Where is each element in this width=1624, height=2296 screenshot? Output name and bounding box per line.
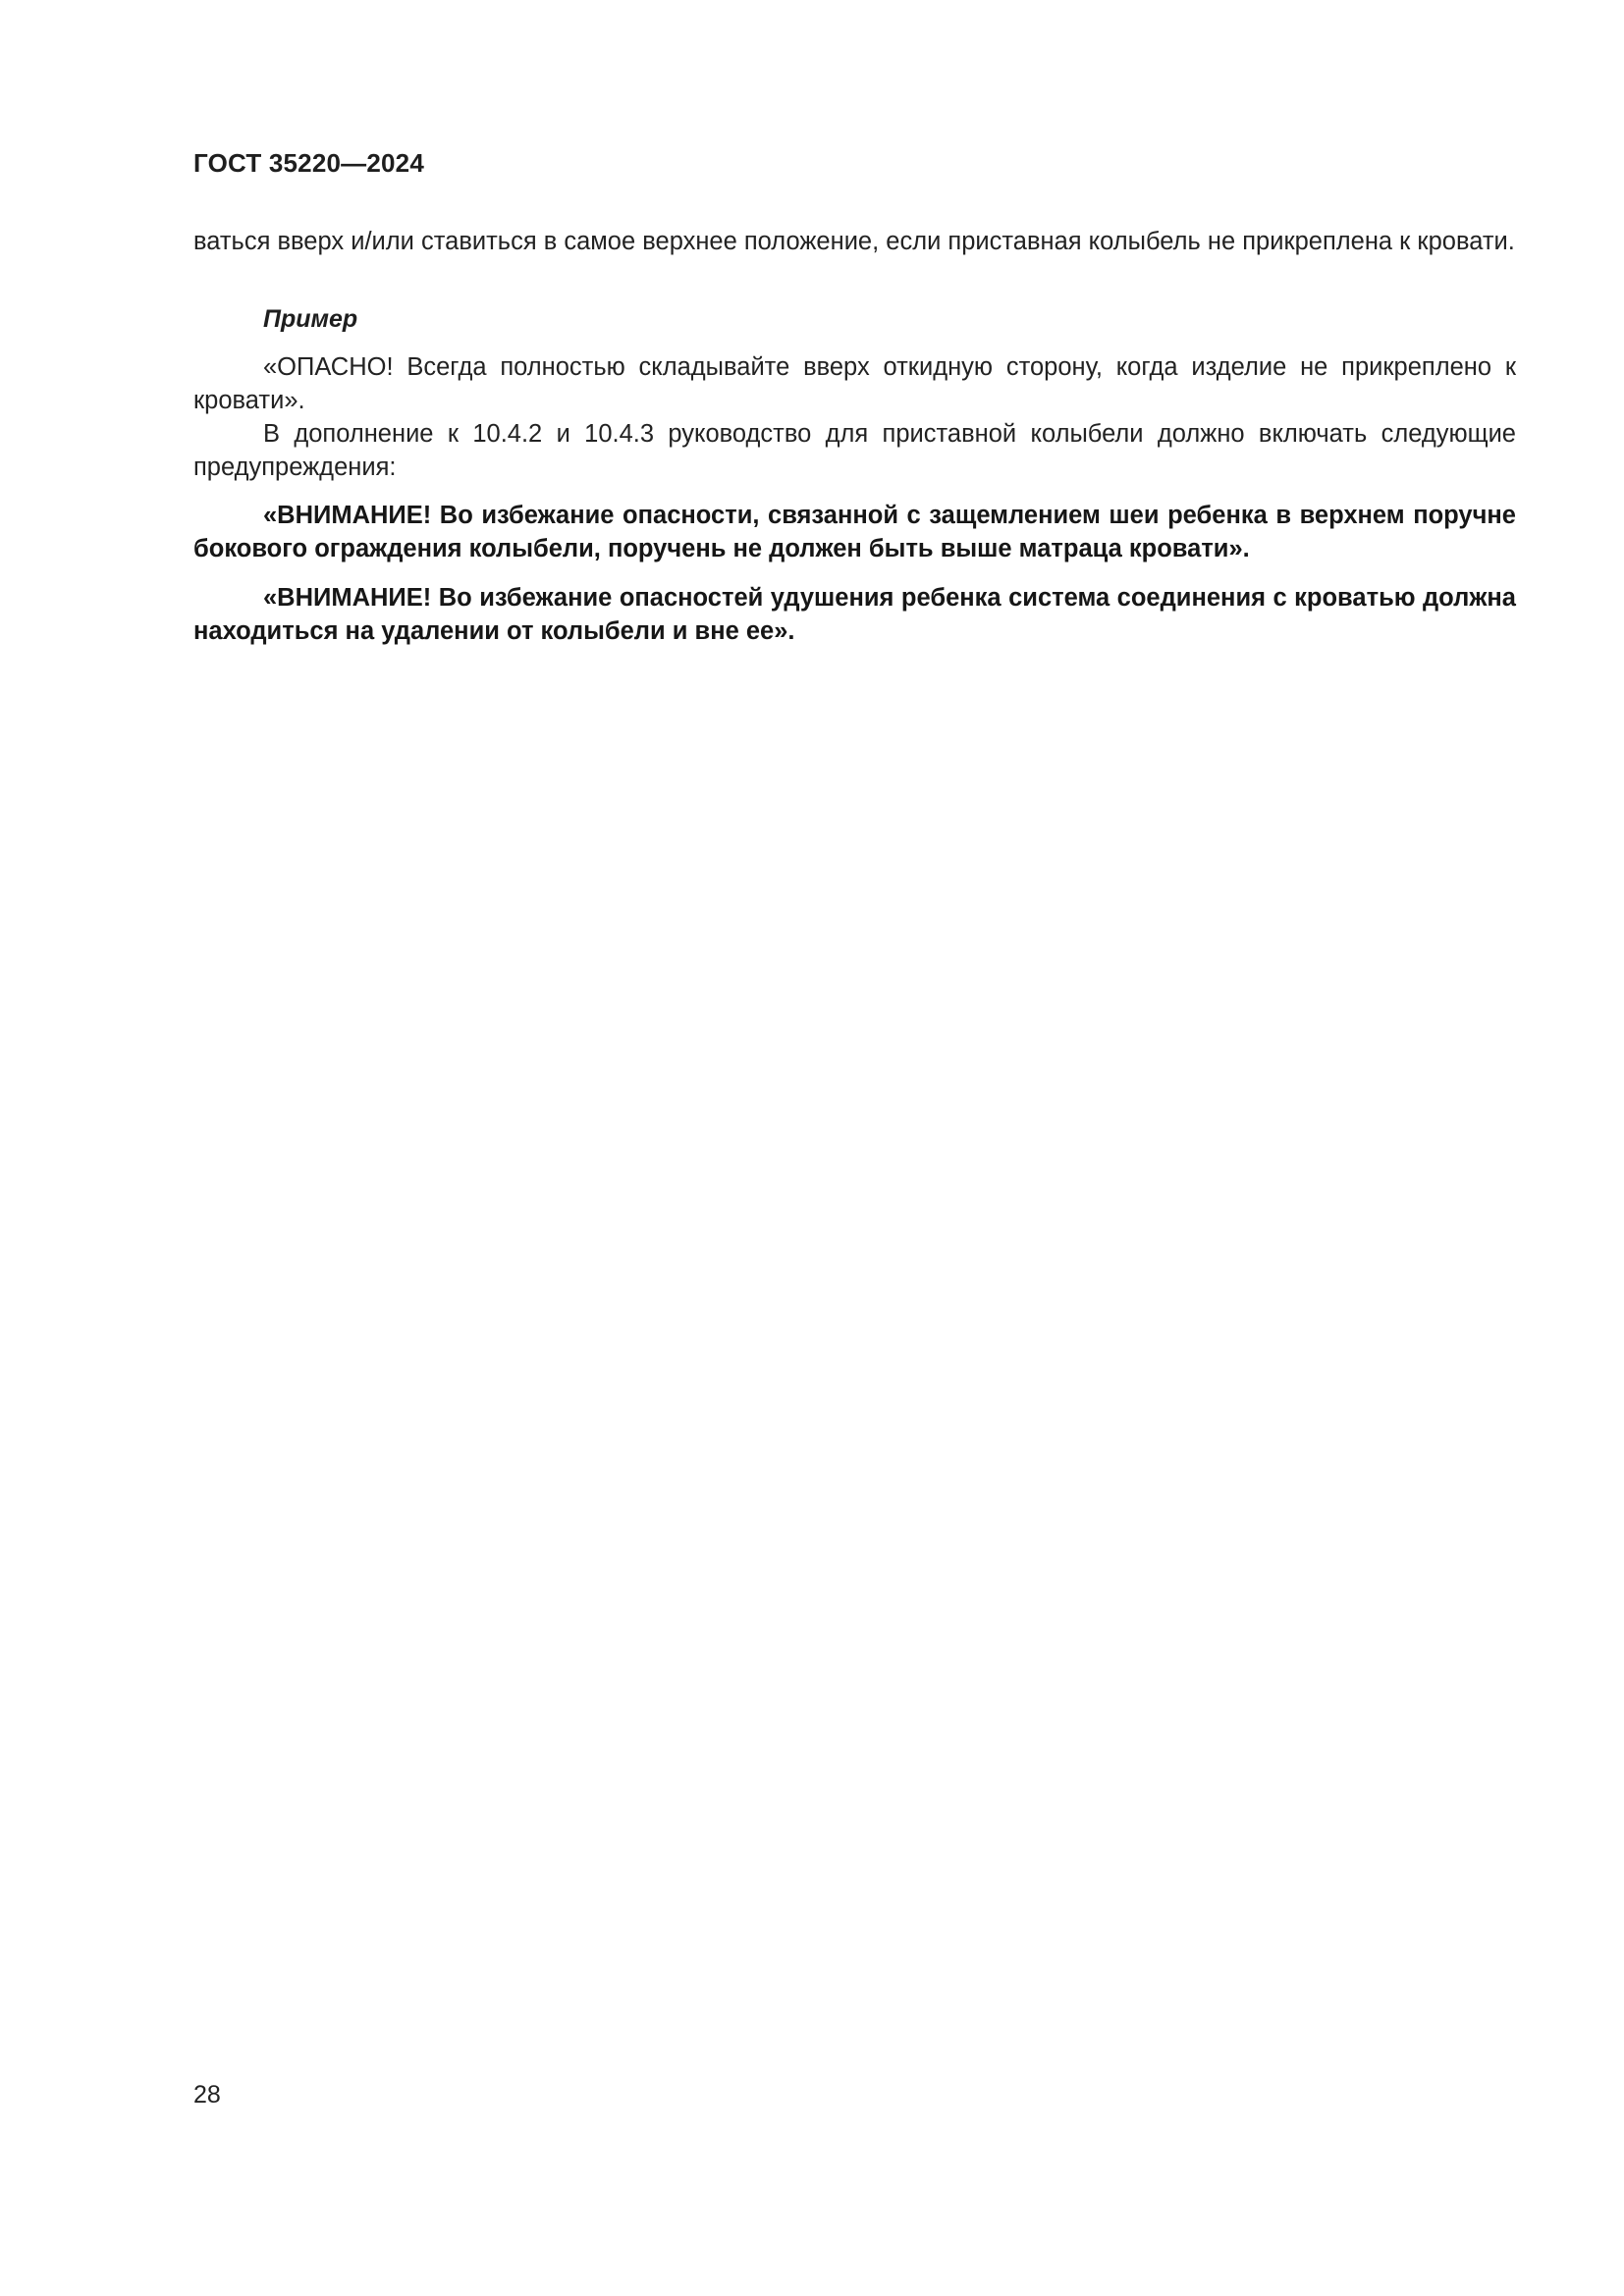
warning-paragraph-1	[193, 499, 1516, 565]
addition-text: В дополнение к 10.4.2 и 10.4.3 руководство для приставной колыбели должно включать следующие предупреждения:	[193, 420, 1516, 481]
continuation-paragraph	[193, 225, 1516, 258]
addition-paragraph	[193, 417, 1516, 484]
warning-text-1: «ВНИМАНИЕ! Во избежание опасности, связанной с защемлением шеи ребенка в верхнем поручне бокового ограждения колыбели, поручень не должен быть выше матраца кровати».	[193, 502, 1516, 562]
warning-paragraph-2	[193, 581, 1516, 648]
page-number: 28	[193, 2081, 221, 2109]
continuation-text: ваться вверх и/или ставиться в самое верхнее положение, если приставная колыбель не прикреплена к кровати.	[193, 228, 1515, 255]
example-text: «ОПАСНО! Всегда полностью складывайте вверх откидную сторону, когда изделие не прикреплено к кровати».	[193, 353, 1516, 414]
example-label: Пример	[263, 305, 358, 333]
warning-text-2: «ВНИМАНИЕ! Во избежание опасностей удушения ребенка система соединения с кроватью должна находиться на удалении от колыбели и вне ее».	[193, 584, 1516, 645]
example-paragraph	[193, 350, 1516, 417]
standard-header: ГОСТ 35220—2024	[193, 148, 424, 178]
